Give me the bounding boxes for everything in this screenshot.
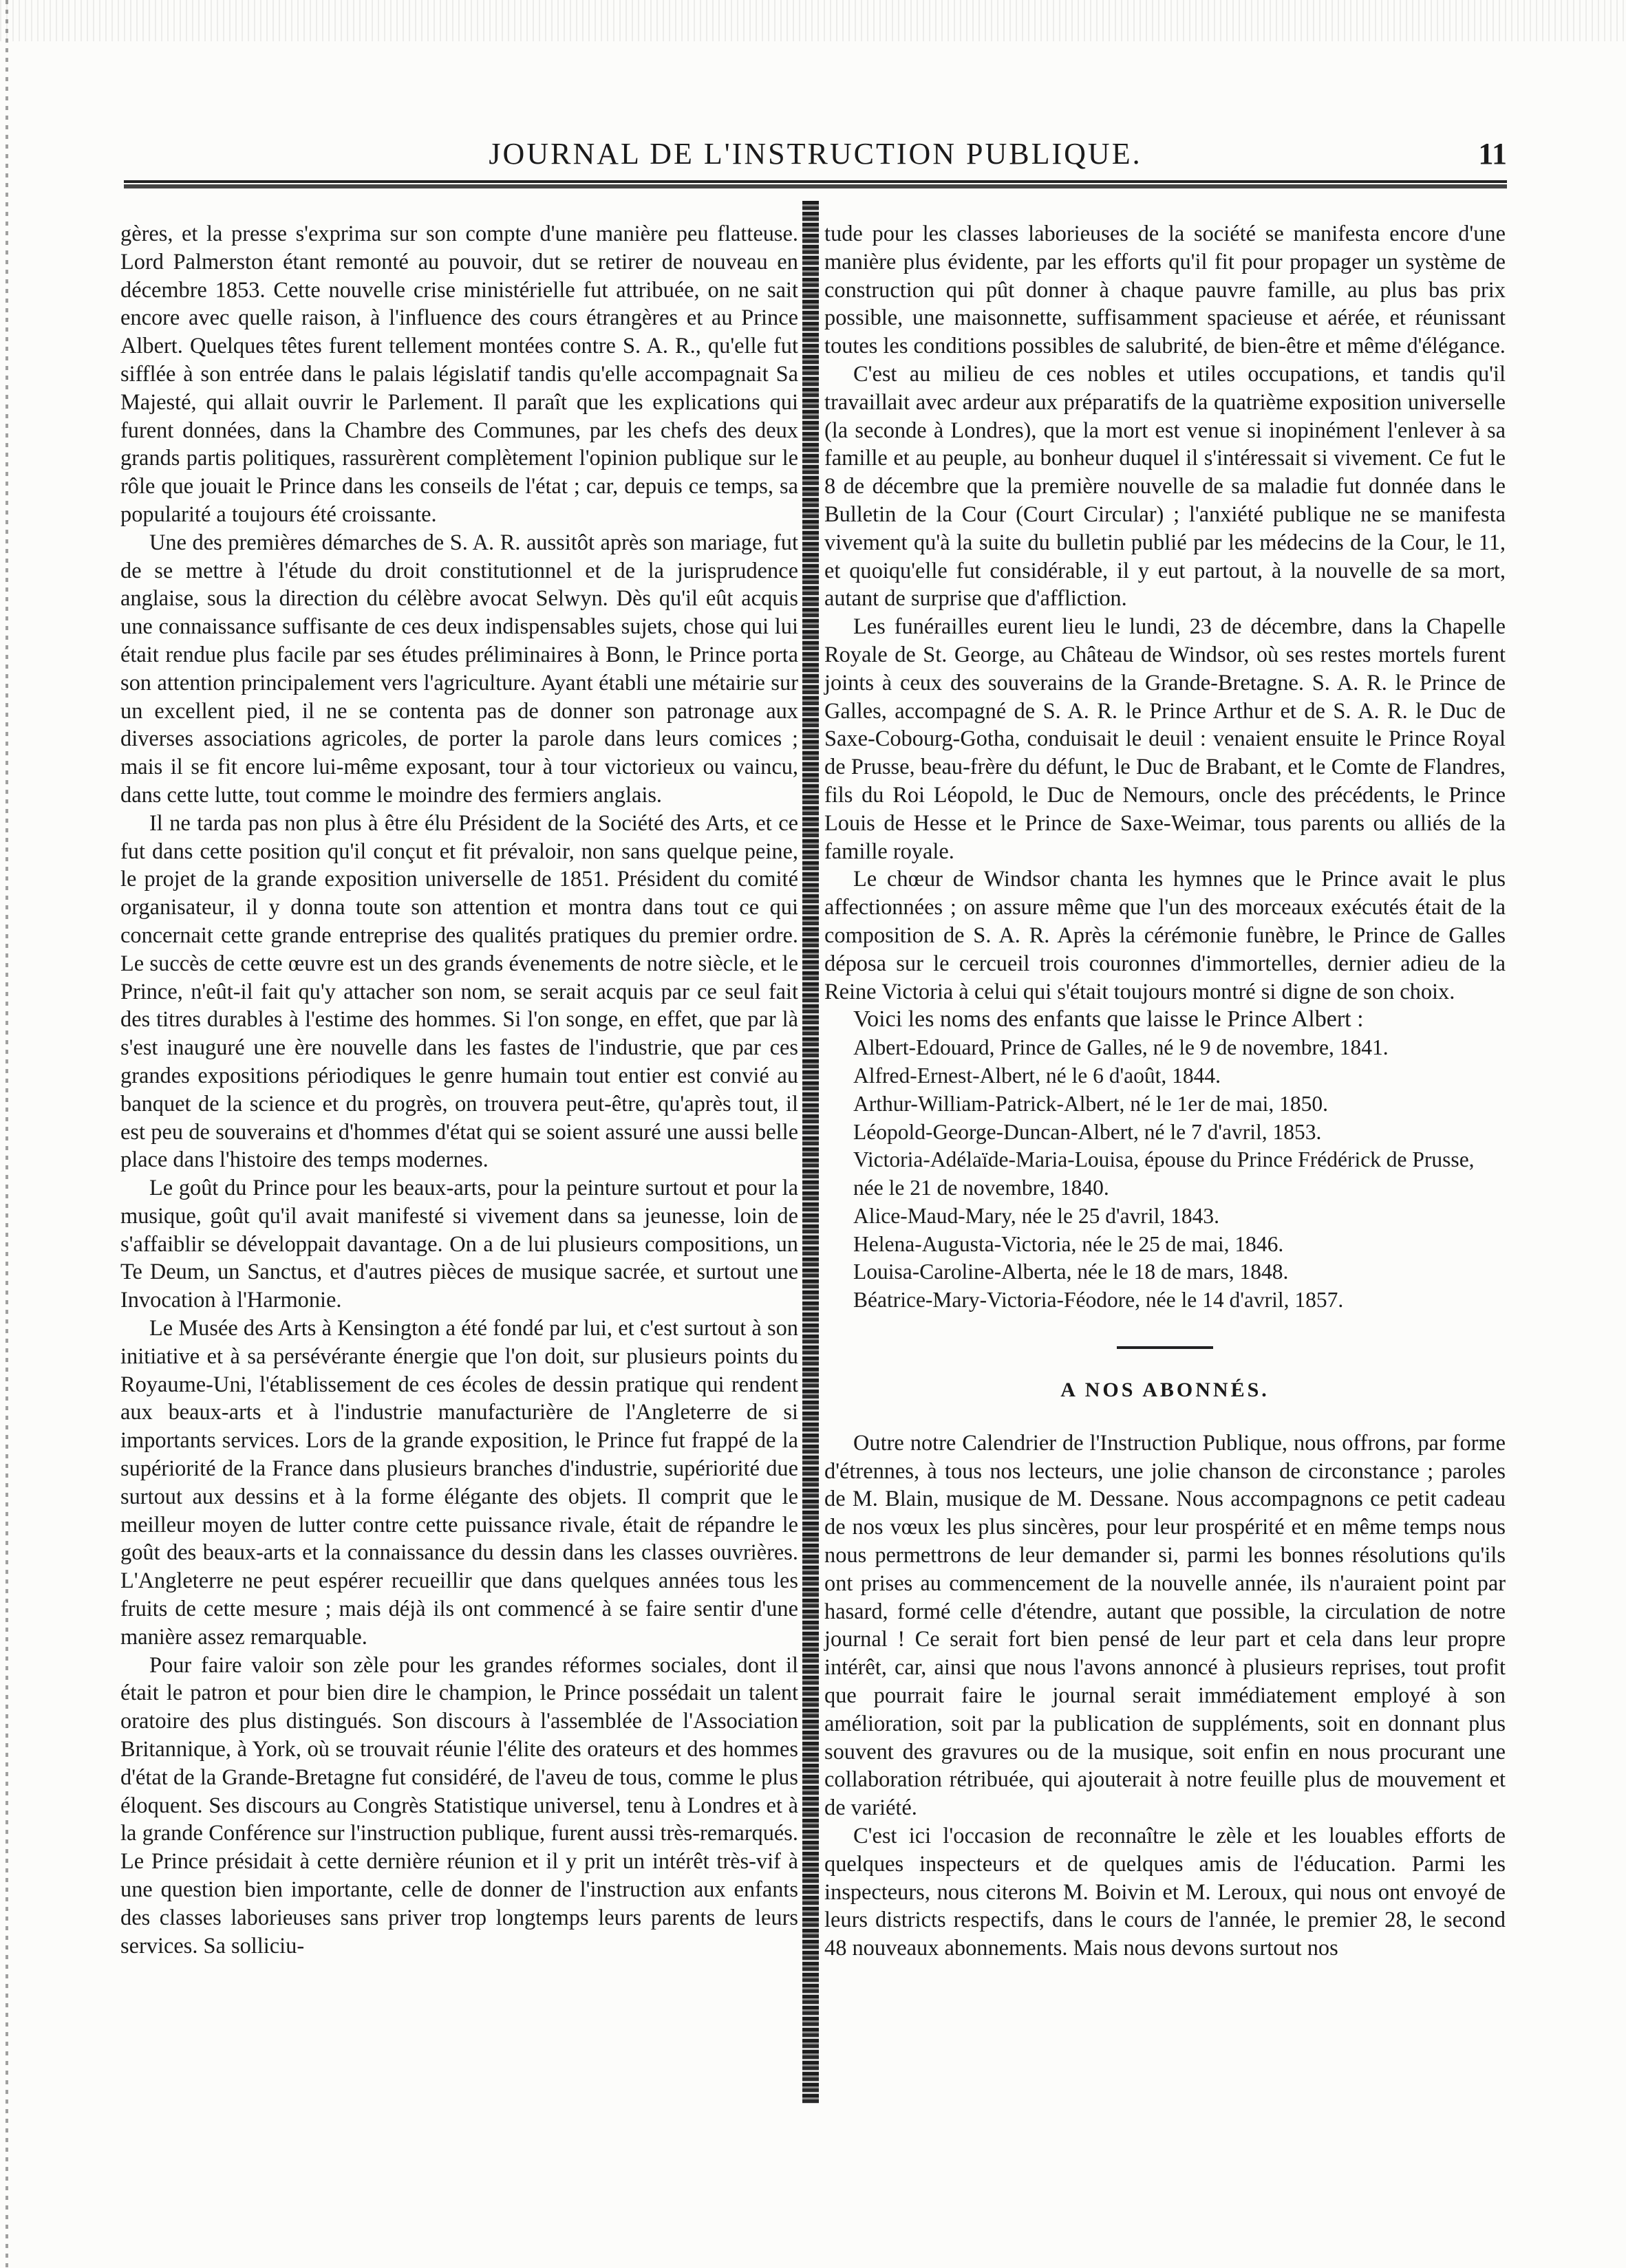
scan-left-edge xyxy=(6,0,8,2268)
child-entry: Alice-Maud-Mary, née le 25 d'avril, 1843. xyxy=(853,1203,1219,1228)
right-paragraph: tude pour les classes laborieuses de la société se manifesta encore d'une manière plus évidente, par les efforts qu'il fit pour propager un système de construction qui pût donner à chaque pauvre famille, au plus bas prix possible, une maisonnette, suffisamment spacieuse et aérée, et réunissant toutes les conditions possibles de salubrité, de bien-être et même d'élégance. xyxy=(824,222,1506,359)
left-paragraph: Une des premières démarches de S. A. R. aussitôt après son mariage, fut de se mettre à l'étude du droit constitutionnel et de la jurisprudence anglaise, sous la direction du célèbre avocat Selwyn. Dès qu'il eût acquis une connaissance suffisante de ces deux indispensables sujets, chose qui lui était rendue plus facile par ses études préliminaires à Bonn, le Prince porta son attention principalement vers l'agriculture. Ayant établi une métairie sur un excellent pied, il ne se contenta pas de donner son patronage aux diverses associations agricoles, de porter la parole dans leurs comices ; mais il se fit encore lui-même exposant, tour à tour victorieux ou vaincu, dans cette lutte, tout comme le moindre des fermiers anglais. xyxy=(120,530,798,808)
left-paragraph: Pour faire valoir son zèle pour les grandes réformes sociales, dont il était le patron et pour bien dire le champion, le Prince possédait un talent oratoire des plus distingués. Son discours à l'assemblée de l'Association Britannique, à York, où se trouvait réunie l'élite des orateurs et des hommes d'état de la Grande-Bretagne fut considéré, de l'aveu de tous, comme le plus éloquent. Ses discours au Congrès Statistique universel, tenu à Londres et à la grande Conférence sur l'instruction publique, furent aussi très-remarqués. Le Prince présidait à cette dernière réunion et il y prit un intérêt très-vif à une question bien importante, celle de donner de l'instruction aux enfants des classes laborieuses sans priver trop longtemps leurs parents de leurs services. Sa solliciu- xyxy=(120,1652,798,1958)
children-intro: Voici les noms des enfants que laisse le Prince Albert : xyxy=(853,1006,1364,1033)
scan-noise xyxy=(0,0,1626,41)
right-paragraph: Le chœur de Windsor chanta les hymnes que le Prince avait le plus affectionnées ; on assure même que l'un des morceaux exécutés était de la composition de S. A. R. Après la cérémonie funèbre, le Prince de Galles déposa sur le cercueil trois couronnes d'immortelles, dernier adieu de la Reine Victoria à celui qui s'était toujours montré si digne de son choix. xyxy=(824,867,1506,1004)
child-entry: Arthur-William-Patrick-Albert, né le 1er de mai, 1850. xyxy=(853,1091,1329,1116)
right-paragraph: Les funérailles eurent lieu le lundi, 23 de décembre, dans la Chapelle Royale de St. George, au Château de Windsor, où ses restes mortels furent joints à ceux des souverains de la Grande-Bretagne. S. A. R. le Prince de Galles, accompagné de S. A. R. le Prince Arthur et de S. A. R. le Duc de Saxe-Cobourg-Gotha, conduisait le deuil : venaient ensuite le Prince Royal de Prusse, beau-frère du défunt, le Duc de Brabant, et le Comte de Flandres, fils du Roi Léopold, le Duc de Nemours, oncle des précédents, le Prince Louis de Hesse et le Prince de Saxe-Weimar, tous parents ou alliés de la famille royale. xyxy=(824,614,1506,864)
child-entry: Victoria-Adélaïde-Maria-Louisa, épouse du Prince Frédérick de Prusse, née le 21 de novembre, 1840. xyxy=(853,1147,1475,1200)
section-heading: A NOS ABONNÉS. xyxy=(1060,1379,1270,1402)
right-column xyxy=(824,220,1506,1963)
left-paragraph: gères, et la presse s'exprima sur son compte d'une manière peu flatteuse. Lord Palmerston étant remonté au pouvoir, dut se retirer de nouveau en décembre 1853. Cette nouvelle crise ministérielle fut attribuée, on ne sait encore avec quelle raison, à l'influence des cours étrangères et au Prince Albert. Quelques têtes furent tellement montées contre S. A. R., qu'elle fut sifflée à son entrée dans le palais législatif tandis qu'elle accompagnait Sa Majesté, qui allait ouvrir le Parlement. Il paraît que les explications qui furent données, dans la Chambre des Communes, par les chefs des deux grands partis politiques, rassurèrent complètement l'opinion publique sur le rôle que jouait le Prince dans les conseils de l'état ; car, depuis ce temps, sa popularité a toujours été croissante. xyxy=(120,222,798,527)
left-paragraph: Le goût du Prince pour les beaux-arts, pour la peinture surtout et pour la musique, goût qu'il avait manifesté si vivement dans sa jeunesse, loin de s'affaiblir se développait davantage. On a de lui plusieurs compositions, un Te Deum, un Sanctus, et d'autres pièces de musique sacrée, et surtout une Invocation à l'Harmonie. xyxy=(120,1176,798,1313)
page-header xyxy=(124,136,1507,177)
child-entry: Albert-Edouard, Prince de Galles, né le 9 de novembre, 1841. xyxy=(853,1035,1389,1060)
header-rule xyxy=(124,180,1507,188)
child-entry: Alfred-Ernest-Albert, né le 6 d'août, 1844. xyxy=(853,1063,1221,1088)
left-paragraph: Il ne tarda pas non plus à être élu Président de la Société des Arts, et ce fut dans cette position qu'il conçut et fit prévaloir, non sans quelque peine, le projet de la grande exposition universelle de 1851. Président du comité organisateur, il y donna toute son attention et montra dans tout ce qui concernait cette grande entreprise des qualités pratiques du premier ordre. Le succès de cette œuvre est un des grands évenements de notre siècle, et le Prince, n'eût-il fait qu'y attacher son nom, se serait acquis par ce seul fait des titres durables à l'estime des hommes. Si l'on songe, en effet, que par là s'est inauguré une ère nouvelle dans les fastes de l'industrie, que par ces grandes expositions périodiques le genre humain tout entier est convié au banquet de la science et du progrès, on trouvera peut-être, qu'après tout, il est peu de souverains et d'hommes d'état qui se soient assuré une aussi belle place dans l'histoire des temps modernes. xyxy=(120,810,798,1173)
child-entry: Béatrice-Mary-Victoria-Féodore, née le 14 d'avril, 1857. xyxy=(853,1288,1344,1313)
section-divider xyxy=(1117,1346,1213,1349)
running-title: JOURNAL DE L'INSTRUCTION PUBLIQUE. xyxy=(489,137,1142,171)
child-entry: Helena-Augusta-Victoria, née le 25 de mai, 1846. xyxy=(853,1231,1284,1256)
column-separator xyxy=(802,201,819,2104)
subscribers-paragraph: Outre notre Calendrier de l'Instruction Publique, nous offrons, par forme d'étrennes, à tous nos lecteurs, une jolie chanson de circonstance ; paroles de M. Blain, musique de M. Dessane. Nous accompagnons ce petit cadeau de nos vœux les plus sincères, pour leur prospérité et en même temps nous nous permettrons de leur demander si, parmi les bonnes résolutions qu'ils ont prises au commencement de la nouvelle année, ils n'auraient point par hasard, formé celle d'étendre, autant que possible, la circulation de notre journal ! Ce serait fort bien pensé de leur part et cela dans leur propre intérêt, car, ainsi que nous l'avons annoncé à plusieurs reprises, tout profit que pourrait faire le journal serait immédiatement employé à son amélioration, soit par la publication de suppléments, soit en donnant plus souvent des gravures ou de la musique, soit enfin en nous procurant une collaboration rétribuée, qui ajouterait à notre feuille plus de mouvement et de variété. xyxy=(824,1430,1506,1821)
subscribers-paragraph: C'est ici l'occasion de reconnaître le zèle et les louables efforts de quelques inspecteurs et de quelques amis de l'éducation. Parmi les inspecteurs, nous citerons M. Boivin et M. Leroux, qui nous ont envoyé de leurs districts respectifs, dans le cours de l'année, le premier 28, le second 48 nouveaux abonnements. Mais nous devons surtout nos xyxy=(824,1824,1506,1961)
children-list xyxy=(824,1034,1506,1315)
left-column xyxy=(120,220,798,1960)
child-entry: Léopold-George-Duncan-Albert, né le 7 d'avril, 1853. xyxy=(853,1119,1322,1144)
right-paragraph: C'est au milieu de ces nobles et utiles occupations, et tandis qu'il travaillait avec ardeur aux préparatifs de la quatrième exposition universelle (la seconde à Londres), que la mort est venue si inopinément l'enlever à sa famille et au peuple, au bonheur duquel il s'intéressait si vivement. Ce fut le 8 de décembre que la première nouvelle de sa maladie fut donnée dans le Bulletin de la Cour (Court Circular) ; l'anxiété publique ne se manifesta vivement qu'à la suite du bulletin publié par les médecins de la Cour, le 11, et quoiqu'elle fut considérable, il y eut partout, à la nouvelle de sa mort, autant de surprise que d'affliction. xyxy=(824,361,1506,612)
child-entry: Louisa-Caroline-Alberta, née le 18 de mars, 1848. xyxy=(853,1260,1289,1284)
page-number: 11 xyxy=(1478,137,1507,171)
left-paragraph: Le Musée des Arts à Kensington a été fondé par lui, et c'est surtout à son initiative et à sa persévérante énergie que l'on doit, sur plusieurs points du Royaume-Uni, l'établissement de ces écoles de dessin pratique qui rendent aux beaux-arts et à l'industrie manufacturière de l'Angleterre de si importants services. Lors de la grande exposition, le Prince fut frappé de la supériorité de la France dans plusieurs branches d'industrie, supériorité due surtout aux dessins et à la forme élégante des objets. Il comprit que le meilleur moyen de lutter contre cette puissance rivale, était de répandre le goût des beaux-arts et la connaissance du dessin dans les classes ouvrières. L'Angleterre ne peut espérer recueillir que dans quelques années tous les fruits de cette mesure ; mais déjà ils ont commencé à se faire sentir d'une manière assez remarquable. xyxy=(120,1316,798,1650)
